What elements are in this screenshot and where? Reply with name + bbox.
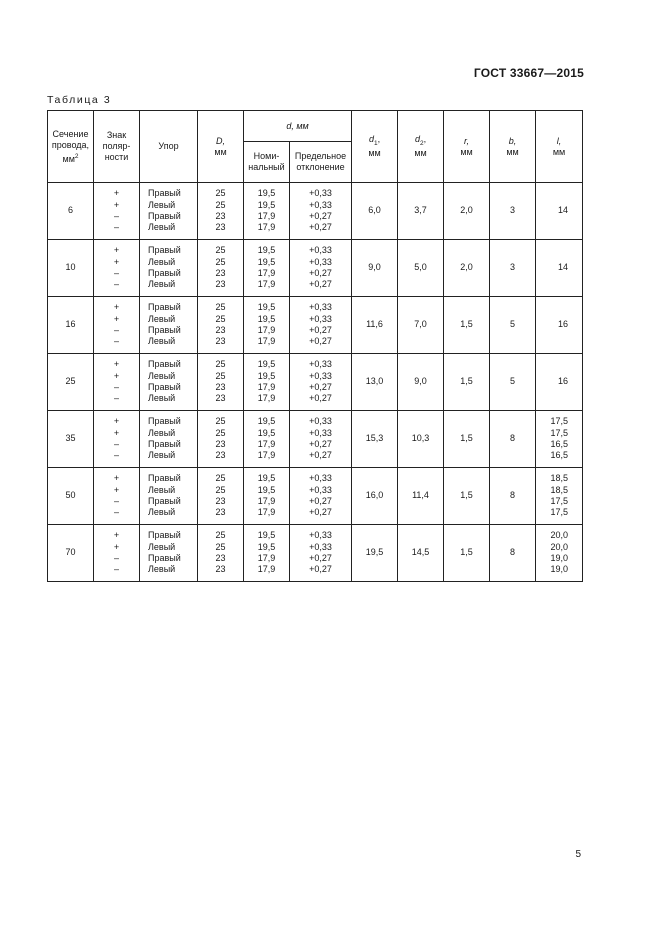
cell-d1: 9,0 — [352, 240, 398, 297]
cell-line: – — [113, 393, 119, 404]
cell-D — [198, 297, 244, 354]
cell-line: 23 — [215, 507, 226, 518]
header-polarity: Знак поляр-ности — [94, 111, 140, 183]
cell-line: +0,33 — [309, 199, 332, 210]
cell-d-deviation — [290, 240, 352, 297]
cell-polarity — [94, 240, 140, 297]
cell-line: – — [113, 325, 119, 335]
cell-line: 23 — [215, 393, 226, 404]
cell-d2: 9,0 — [398, 354, 444, 411]
cell-line: 16 — [558, 376, 569, 387]
cell-b: 3 — [490, 240, 536, 297]
cell-line: + — [113, 427, 120, 438]
cell-line: +0,33 — [309, 416, 332, 427]
cell-line: +0,27 — [309, 382, 332, 392]
cell-line: 23 — [215, 325, 226, 335]
cell-line: + — [113, 313, 120, 324]
cell-d-deviation — [290, 354, 352, 411]
cell-line: Правый — [148, 188, 181, 199]
cell-line: – — [113, 336, 119, 347]
cell-line: – — [113, 564, 119, 575]
cell-line: 19,5 — [257, 256, 276, 267]
cell-line: 17,9 — [257, 336, 276, 347]
cell-D — [198, 183, 244, 240]
cell-polarity — [94, 297, 140, 354]
cell-line: 25 — [215, 188, 226, 199]
cell-line: 19,5 — [257, 245, 276, 256]
cell-line: + — [113, 473, 120, 484]
cell-line: Левый — [148, 370, 176, 381]
cell-b: 8 — [490, 525, 536, 582]
cell-d1: 13,0 — [352, 354, 398, 411]
table-row — [48, 468, 583, 525]
cell-b: 8 — [490, 468, 536, 525]
cell-D — [198, 525, 244, 582]
cell-line: 17,9 — [257, 279, 276, 290]
cell-line: 17,5 — [550, 507, 569, 518]
cell-line: 17,5 — [550, 427, 569, 438]
cell-line: +0,33 — [309, 359, 332, 370]
cell-r: 1,5 — [444, 411, 490, 468]
header-D: D, мм — [198, 111, 244, 183]
cell-d2: 11,4 — [398, 468, 444, 525]
cell-r: 1,5 — [444, 525, 490, 582]
cell-line: Левый — [148, 507, 176, 518]
table-row — [48, 525, 583, 582]
header-d-group: d, мм — [244, 111, 352, 142]
cell-d1: 19,5 — [352, 525, 398, 582]
cell-D — [198, 411, 244, 468]
header-l: l, мм — [536, 111, 583, 183]
cell-line: Левый — [148, 427, 176, 438]
cell-l — [536, 525, 583, 582]
cell-line: 18,5 — [550, 484, 569, 495]
cell-line: 17,9 — [257, 268, 276, 278]
cell-line: Левый — [148, 313, 176, 324]
cell-d2: 5,0 — [398, 240, 444, 297]
cell-line: +0,33 — [309, 256, 332, 267]
cell-line: 17,9 — [257, 496, 276, 506]
cell-line: 23 — [215, 336, 226, 347]
cell-r: 1,5 — [444, 297, 490, 354]
cell-line: Правый — [148, 211, 181, 221]
cell-line: + — [113, 245, 120, 256]
cell-line: Правый — [148, 496, 181, 506]
header-stop: Упор — [140, 111, 198, 183]
header-d2: $d_2$, мм — [398, 111, 444, 183]
cell-d-nominal — [244, 183, 290, 240]
cell-line: 23 — [215, 279, 226, 290]
cell-line: +0,33 — [309, 530, 332, 541]
cell-d-nominal — [244, 354, 290, 411]
cell-line: +0,27 — [309, 336, 332, 347]
cell-stop — [140, 354, 198, 411]
cell-section: 6 — [48, 183, 94, 240]
cell-line: 17,9 — [257, 393, 276, 404]
table-row — [48, 240, 583, 297]
cell-line: – — [113, 211, 119, 221]
cell-polarity — [94, 525, 140, 582]
cell-line: + — [113, 256, 120, 267]
cell-line: Правый — [148, 325, 181, 335]
cell-stop — [140, 297, 198, 354]
cell-line: + — [113, 530, 120, 541]
cell-d2: 10,3 — [398, 411, 444, 468]
cell-polarity — [94, 354, 140, 411]
cell-line: 19,5 — [257, 473, 276, 484]
cell-r: 1,5 — [444, 354, 490, 411]
cell-D — [198, 468, 244, 525]
table-row — [48, 411, 583, 468]
cell-line: Правый — [148, 268, 181, 278]
cell-line: Левый — [148, 564, 176, 575]
cell-l — [536, 240, 583, 297]
cell-r: 2,0 — [444, 183, 490, 240]
data-table — [47, 110, 583, 582]
cell-line: 18,5 — [550, 473, 569, 484]
cell-D — [198, 240, 244, 297]
cell-d-nominal — [244, 411, 290, 468]
cell-d-deviation — [290, 411, 352, 468]
cell-line: 17,9 — [257, 553, 276, 563]
cell-line: 17,9 — [257, 382, 276, 392]
cell-line: Правый — [148, 359, 181, 370]
cell-section: 10 — [48, 240, 94, 297]
cell-section: 25 — [48, 354, 94, 411]
cell-l — [536, 183, 583, 240]
cell-polarity — [94, 468, 140, 525]
cell-line: Правый — [148, 382, 181, 392]
cell-line: +0,33 — [309, 188, 332, 199]
cell-line: +0,27 — [309, 393, 332, 404]
cell-section: 16 — [48, 297, 94, 354]
cell-line: 25 — [215, 256, 226, 267]
cell-line: 23 — [215, 222, 226, 233]
cell-line: +0,27 — [309, 507, 332, 518]
cell-line: 25 — [215, 245, 226, 256]
cell-line: 23 — [215, 496, 226, 506]
cell-d-deviation — [290, 297, 352, 354]
cell-line: +0,27 — [309, 325, 332, 335]
cell-line: – — [113, 450, 119, 461]
cell-l — [536, 468, 583, 525]
cell-b: 5 — [490, 354, 536, 411]
cell-line: 25 — [215, 541, 226, 552]
header-d-nominal: Номи-нальный — [244, 142, 290, 183]
document-id: ГОСТ 33667—2015 — [473, 66, 584, 80]
cell-d1: 11,6 — [352, 297, 398, 354]
cell-d-nominal — [244, 525, 290, 582]
cell-line: +0,27 — [309, 279, 332, 290]
cell-line: 17,9 — [257, 211, 276, 221]
cell-line: 16,5 — [550, 450, 569, 461]
header-r: r, мм — [444, 111, 490, 183]
cell-line: 23 — [215, 439, 226, 449]
cell-D — [198, 354, 244, 411]
cell-line: Правый — [148, 473, 181, 484]
cell-line: 25 — [215, 370, 226, 381]
cell-line: Левый — [148, 541, 176, 552]
cell-line: +0,33 — [309, 484, 332, 495]
cell-line: – — [113, 496, 119, 506]
cell-line: + — [113, 199, 120, 210]
cell-b: 5 — [490, 297, 536, 354]
cell-line: 19,5 — [257, 541, 276, 552]
cell-line: 19,5 — [257, 359, 276, 370]
cell-line: 25 — [215, 302, 226, 313]
cell-line: 16 — [558, 319, 569, 330]
cell-stop — [140, 240, 198, 297]
cell-d-deviation — [290, 468, 352, 525]
cell-line: Левый — [148, 484, 176, 495]
cell-line: 17,5 — [550, 496, 569, 506]
cell-stop — [140, 468, 198, 525]
header-b: b, мм — [490, 111, 536, 183]
cell-line: 14 — [558, 205, 569, 216]
cell-line: +0,27 — [309, 564, 332, 575]
cell-line: Правый — [148, 416, 181, 427]
cell-line: Левый — [148, 279, 176, 290]
cell-section: 70 — [48, 525, 94, 582]
cell-line: 19,0 — [550, 564, 569, 575]
cell-line: – — [113, 553, 119, 563]
cell-line: 19,5 — [257, 199, 276, 210]
cell-d1: 6,0 — [352, 183, 398, 240]
cell-line: 19,5 — [257, 302, 276, 313]
cell-line: +0,27 — [309, 439, 332, 449]
cell-line: 19,5 — [257, 188, 276, 199]
cell-l — [536, 411, 583, 468]
cell-line: Левый — [148, 199, 176, 210]
cell-line: Правый — [148, 245, 181, 256]
cell-l — [536, 297, 583, 354]
cell-line: + — [113, 416, 120, 427]
cell-line: +0,33 — [309, 245, 332, 256]
cell-line: + — [113, 541, 120, 552]
cell-d-deviation — [290, 183, 352, 240]
cell-r: 1,5 — [444, 468, 490, 525]
cell-section: 35 — [48, 411, 94, 468]
cell-line: – — [113, 222, 119, 233]
table-row — [48, 354, 583, 411]
cell-r: 2,0 — [444, 240, 490, 297]
cell-line: +0,27 — [309, 496, 332, 506]
cell-line: + — [113, 302, 120, 313]
cell-line: – — [113, 382, 119, 392]
cell-line: 25 — [215, 530, 226, 541]
cell-line: +0,33 — [309, 473, 332, 484]
cell-line: 25 — [215, 199, 226, 210]
cell-polarity — [94, 183, 140, 240]
cell-line: 19,0 — [550, 553, 569, 563]
cell-line: – — [113, 507, 119, 518]
cell-line: 17,9 — [257, 325, 276, 335]
cell-line: + — [113, 484, 120, 495]
cell-line: +0,33 — [309, 541, 332, 552]
cell-line: 14 — [558, 262, 569, 273]
header-d1: $d_1$, мм — [352, 111, 398, 183]
header-d-deviation: Предельное отклонение — [290, 142, 352, 183]
cell-line: Правый — [148, 302, 181, 313]
cell-line: 19,5 — [257, 427, 276, 438]
cell-stop — [140, 183, 198, 240]
cell-line: 25 — [215, 416, 226, 427]
cell-line: 17,9 — [257, 222, 276, 233]
cell-line: +0,33 — [309, 370, 332, 381]
cell-line: 25 — [215, 359, 226, 370]
cell-line: 20,0 — [550, 541, 569, 552]
cell-line: 19,5 — [257, 484, 276, 495]
cell-line: 17,9 — [257, 450, 276, 461]
cell-line: Левый — [148, 336, 176, 347]
cell-line: 25 — [215, 427, 226, 438]
cell-section: 50 — [48, 468, 94, 525]
cell-d2: 3,7 — [398, 183, 444, 240]
table-row — [48, 183, 583, 240]
cell-line: 23 — [215, 450, 226, 461]
cell-line: 25 — [215, 313, 226, 324]
cell-line: Левый — [148, 393, 176, 404]
cell-line: Левый — [148, 222, 176, 233]
cell-line: 25 — [215, 473, 226, 484]
cell-line: +0,27 — [309, 268, 332, 278]
cell-line: Правый — [148, 439, 181, 449]
table-caption: Таблица 3 — [47, 94, 112, 106]
cell-line: 19,5 — [257, 416, 276, 427]
cell-line: 17,9 — [257, 439, 276, 449]
cell-line: 23 — [215, 553, 226, 563]
cell-line: +0,27 — [309, 222, 332, 233]
cell-line: 16,5 — [550, 439, 569, 449]
cell-line: 19,5 — [257, 313, 276, 324]
cell-line: +0,27 — [309, 450, 332, 461]
cell-stop — [140, 411, 198, 468]
cell-d-nominal — [244, 297, 290, 354]
cell-line: + — [113, 370, 120, 381]
cell-l — [536, 354, 583, 411]
cell-d-nominal — [244, 468, 290, 525]
cell-line: 23 — [215, 268, 226, 278]
cell-line: + — [113, 359, 120, 370]
cell-line: 17,9 — [257, 564, 276, 575]
cell-b: 3 — [490, 183, 536, 240]
cell-line: – — [113, 268, 119, 278]
cell-line: Правый — [148, 530, 181, 541]
cell-d-deviation — [290, 525, 352, 582]
cell-line: Правый — [148, 553, 181, 563]
cell-stop — [140, 525, 198, 582]
cell-line: + — [113, 188, 120, 199]
cell-d-nominal — [244, 240, 290, 297]
table-body — [48, 183, 583, 582]
cell-d2: 14,5 — [398, 525, 444, 582]
cell-line: +0,33 — [309, 427, 332, 438]
cell-line: +0,27 — [309, 553, 332, 563]
cell-line: 19,5 — [257, 530, 276, 541]
cell-line: Левый — [148, 450, 176, 461]
cell-d1: 15,3 — [352, 411, 398, 468]
cell-line: 20,0 — [550, 530, 569, 541]
cell-d1: 16,0 — [352, 468, 398, 525]
cell-line: 17,5 — [550, 416, 569, 427]
cell-line: 23 — [215, 564, 226, 575]
cell-line: Левый — [148, 256, 176, 267]
cell-line: – — [113, 279, 119, 290]
cell-line: +0,33 — [309, 302, 332, 313]
cell-line: 19,5 — [257, 370, 276, 381]
cell-line: 25 — [215, 484, 226, 495]
cell-line: 17,9 — [257, 507, 276, 518]
cell-line: 23 — [215, 382, 226, 392]
cell-polarity — [94, 411, 140, 468]
cell-b: 8 — [490, 411, 536, 468]
page-number: 5 — [575, 849, 581, 860]
cell-line: +0,27 — [309, 211, 332, 221]
cell-line: +0,33 — [309, 313, 332, 324]
cell-line: 23 — [215, 211, 226, 221]
cell-line: – — [113, 439, 119, 449]
cell-d2: 7,0 — [398, 297, 444, 354]
table-row — [48, 297, 583, 354]
header-section: Сечение провода, $мм^2$ — [48, 111, 94, 183]
